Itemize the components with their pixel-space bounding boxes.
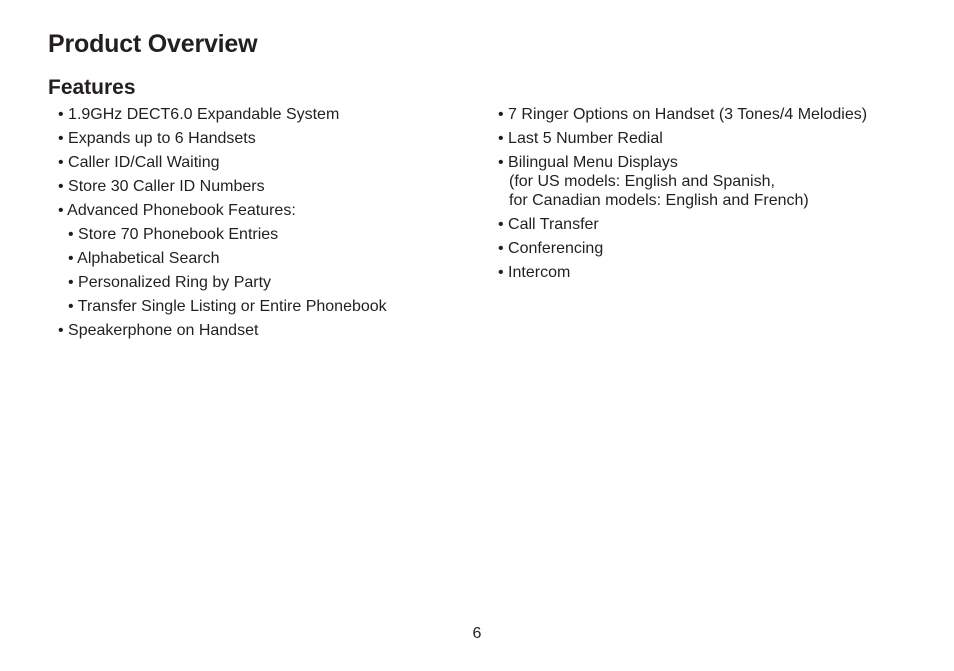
feature-subitem: • Personalized Ring by Party <box>68 274 272 291</box>
feature-item-note: for Canadian models: English and French) <box>509 192 809 209</box>
feature-subitem: • Store 70 Phonebook Entries <box>68 226 279 243</box>
page-title: Product Overview <box>48 30 258 58</box>
feature-item: • Store 30 Caller ID Numbers <box>58 178 265 195</box>
feature-item-text: • Bilingual Menu Displays <box>498 154 678 171</box>
feature-item: • 7 Ringer Options on Handset (3 Tones/4 Melodies) <box>498 106 868 123</box>
features-list-left <box>58 105 468 345</box>
feature-item: • 1.9GHz DECT6.0 Expandable System <box>58 106 340 123</box>
section-title-features: Features <box>48 76 136 99</box>
feature-item-note: (for US models: English and Spanish, <box>509 173 775 190</box>
feature-subitem: • Alphabetical Search <box>68 250 220 267</box>
feature-item: • Call Transfer <box>498 216 599 233</box>
feature-item: • Last 5 Number Redial <box>498 130 663 147</box>
feature-item: • Speakerphone on Handset <box>58 322 259 339</box>
feature-subitem: • Transfer Single Listing or Entire Phonebook <box>68 298 387 315</box>
feature-item: • Expands up to 6 Handsets <box>58 130 256 147</box>
feature-item: • Advanced Phonebook Features: <box>58 202 296 219</box>
feature-item: • Caller ID/Call Waiting <box>58 154 220 171</box>
feature-item-bilingual <box>498 153 918 210</box>
page-number: 6 <box>472 625 482 642</box>
feature-item: • Intercom <box>498 264 571 281</box>
features-list-right <box>498 105 918 287</box>
feature-item: • Conferencing <box>498 240 604 257</box>
